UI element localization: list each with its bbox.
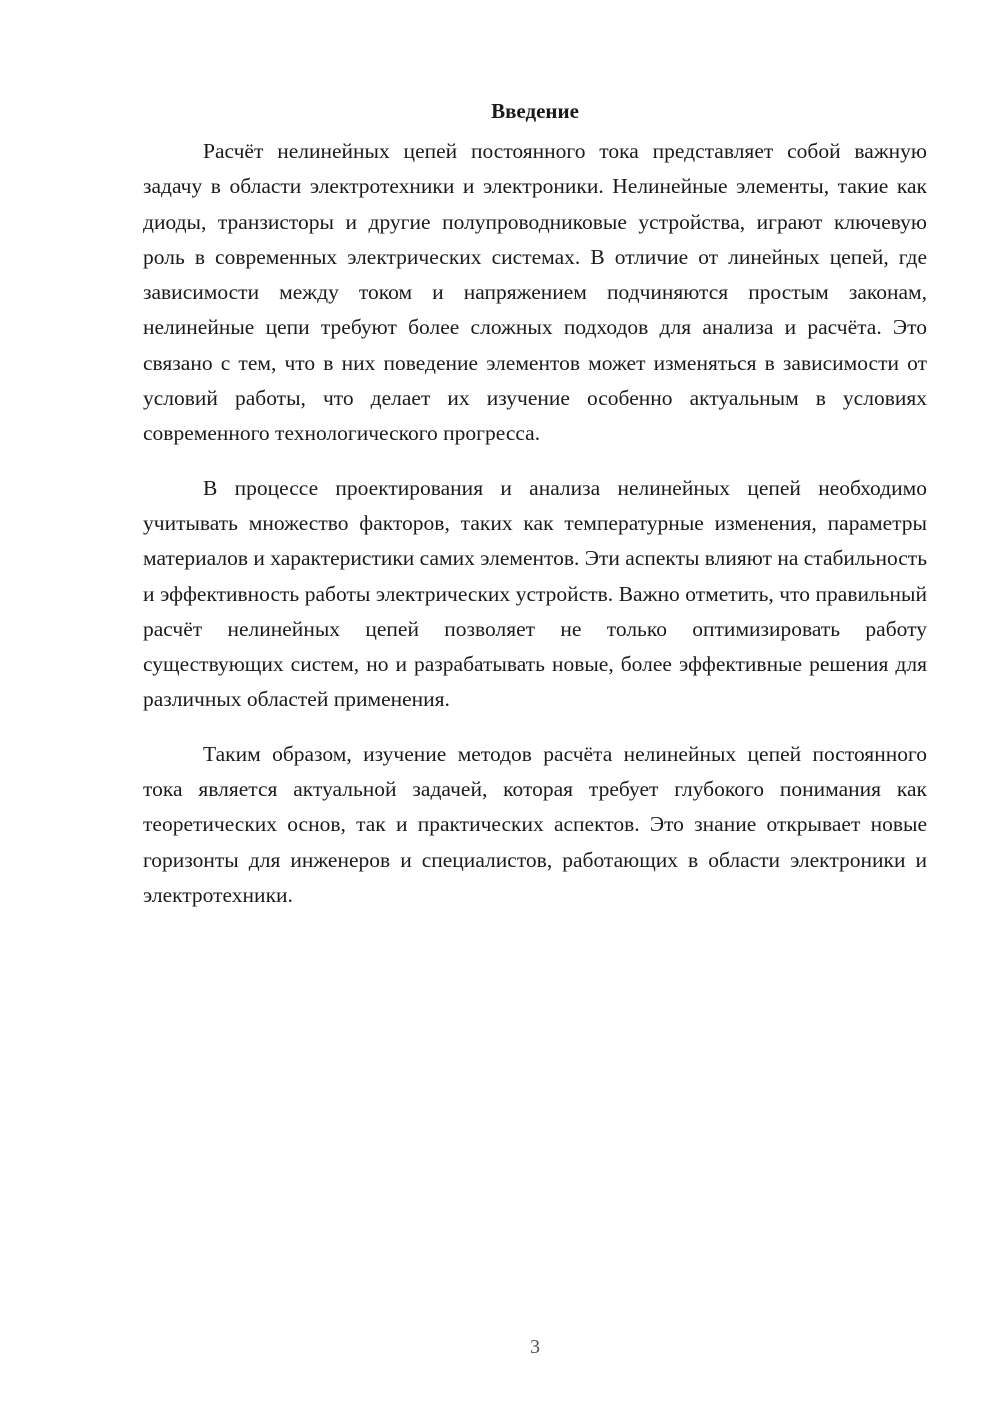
paragraph-3: Таким образом, изучение методов расчёта нелинейных цепей постоянного тока является актуальной задачей, которая требует глубокого понимания как теоретических основ, так и практических аспектов. Это знание открывает новые горизонты для инженеров и специалистов, работающих в области электроники и электротехники.: [143, 741, 927, 907]
page-content: [143, 94, 927, 932]
paragraph-1: Расчёт нелинейных цепей постоянного тока представляет собой важную задачу в области электротехники и электроники. Нелинейные элементы, такие как диоды, транзисторы и другие полупроводниковые устройства, играют ключевую роль в современных электрических системах. В отличие от линейных цепей, где зависимости между током и напряжением подчиняются простым законам, нелинейные цепи требуют более сложных подходов для анализа и расчёта. Это связано с тем, что в них поведение элементов может изменяться в зависимости от условий работы, что делает их изучение особенно актуальным в условиях современного технологического прогресса.: [143, 139, 927, 446]
page-number: 3: [530, 1336, 540, 1358]
paragraph-2: В процессе проектирования и анализа нелинейных цепей необходимо учитывать множество факторов, таких как температурные изменения, параметры материалов и характеристики самих элементов. Эти аспекты влияют на стабильность и эффективность работы электрических устройств. Важно отметить, что правильный расчёт нелинейных цепей позволяет не только оптимизировать работу существующих систем, но и разрабатывать новые, более эффективные решения для различных областей применения.: [143, 475, 928, 712]
section-heading: Введение: [491, 99, 579, 123]
